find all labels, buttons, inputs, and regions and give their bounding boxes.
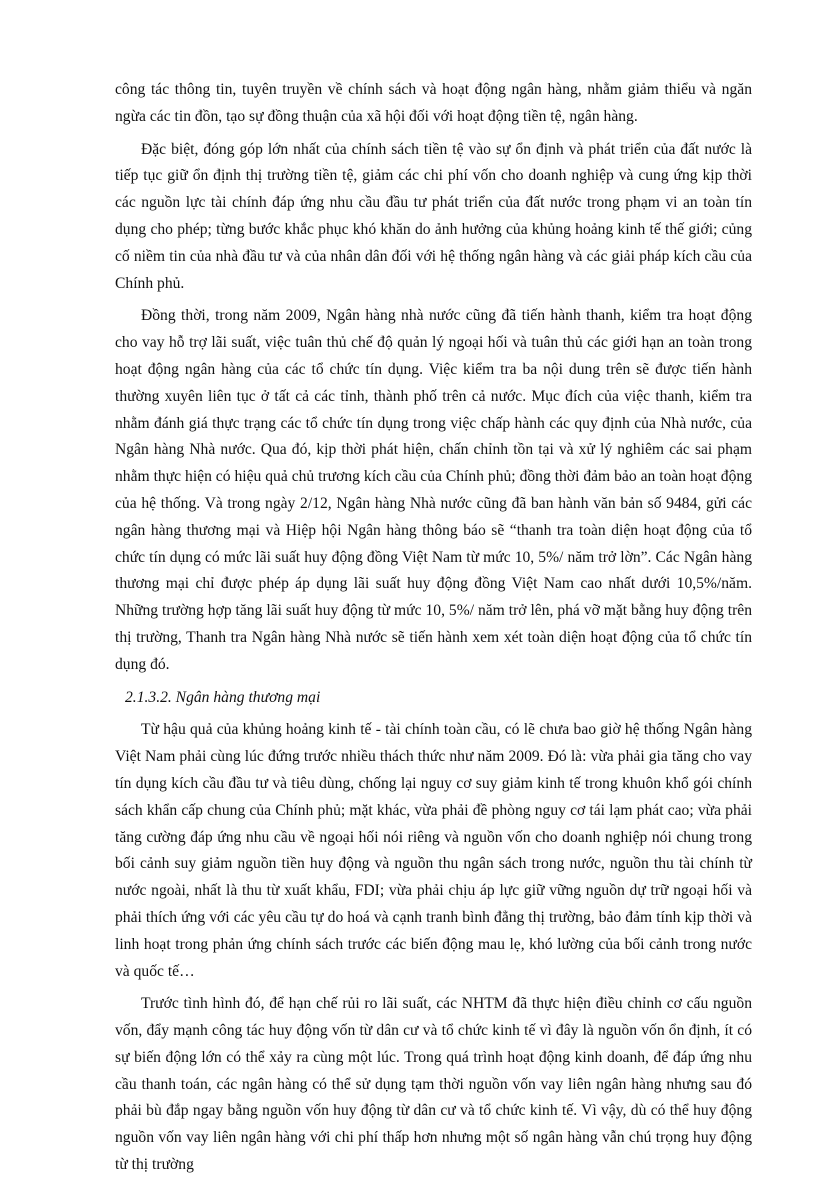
paragraph-4: Từ hậu quả của khủng hoảng kinh tế - tài chính toàn cầu, có lẽ chưa bao giờ hệ thống Ngân hàng Việt Nam phải cùng lúc đứng trước nhiều thách thức như năm 2009. Đó là: vừa phải gia tăng cho vay tín dụng kích cầu đầu tư và tiêu dùng, chống lại nguy cơ suy giảm kinh tế trong khuôn khổ gói chính sách khẩn cấp chung của Chính phủ; mặt khác, vừa phải đề phòng nguy cơ tái lạm phát cao; vừa phải tăng cường đáp ứng nhu cầu về ngoại hối nói riêng và nguồn vốn cho doanh nghiệp nói chung trong bối cảnh suy giảm nguồn tiền huy động và nguồn thu ngân sách trong nước, nguồn thu tài chính từ nước ngoài, nhất là thu từ xuất khẩu, FDI; vừa phải chịu áp lực giữ vững nguồn dự trữ ngoại hối và phải thích ứng với các yêu cầu tự do hoá và cạnh tranh bình đẳng thị trường, bảo đảm tính kịp thời và linh hoạt trong phản ứng chính sách trước các biến động mau lẹ, khó lường của bối cảnh trong nước và quốc tế… (115, 721, 752, 980)
paragraph-3: Đồng thời, trong năm 2009, Ngân hàng nhà nước cũng đã tiến hành thanh, kiểm tra hoạt động cho vay hỗ trợ lãi suất, việc tuân thủ chế độ quản lý ngoại hối và tuân thủ các giới hạn an toàn trong hoạt động ngân hàng của các tổ chức tín dụng. Việc kiểm tra ba nội dung trên sẽ được tiến hành thường xuyên liên tục ở tất cả các tỉnh, thành phố trên cả nước. Mục đích của việc thanh, kiểm tra nhằm đánh giá thực trạng các tổ chức tín dụng trong việc chấp hành các quy định của Nhà nước, của Ngân hàng Nhà nước. Qua đó, kịp thời phát hiện, chấn chỉnh tồn tại và xử lý nghiêm các sai phạm nhằm thực hiện có hiệu quả chủ trương kích cầu của Chính phủ; đồng thời đảm bảo an toàn hoạt động của hệ thống. Và trong ngày 2/12, Ngân hàng Nhà nước cũng đã ban hành văn bản số 9484, gửi các ngân hàng thương mại và Hiệp hội Ngân hàng thông báo sẽ “thanh tra toàn diện hoạt động của tổ chức tín dụng có mức lãi suất huy động đồng Việt Nam từ mức 10, 5%/ năm trở lờn”. Các Ngân hàng thương mại chỉ được phép áp dụng lãi suất huy động đồng Việt Nam cao nhất dưới 10,5%/năm. Những trường hợp tăng lãi suất huy động từ mức 10, 5%/ năm trở lên, phá vỡ mặt bằng huy động trên thị trường, Thanh tra Ngân hàng Nhà nước sẽ tiến hành xem xét toàn diện hoạt động của tổ chức tín dụng đó. (115, 307, 752, 673)
document-body (115, 77, 752, 1185)
paragraph-5: Trước tình hình đó, để hạn chế rủi ro lãi suất, các NHTM đã thực hiện điều chỉnh cơ cấu nguồn vốn, đẩy mạnh công tác huy động vốn từ dân cư và tổ chức kinh tế vì đây là nguồn vốn ổn định, ít có sự biến động lớn có thể xảy ra cùng một lúc. Trong quá trình hoạt động kinh doanh, để đáp ứng nhu cầu thanh toán, các ngân hàng có thể sử dụng tạm thời nguồn vốn vay liên ngân hàng nhưng sau đó phải bù đắp ngay bằng nguồn vốn huy động từ dân cư và tổ chức kinh tế. Vì vậy, dù có thể huy động nguồn vốn vay liên ngân hàng với chi phí thấp hơn nhưng một số ngân hàng vẫn chú trọng huy động từ thị trường (115, 995, 752, 1174)
section-heading: 2.1.3.2. Ngân hàng thương mại (125, 688, 321, 706)
paragraph-1: công tác thông tin, tuyên truyền về chính sách và hoạt động ngân hàng, nhằm giảm thiểu và ngăn ngừa các tin đồn, tạo sự đồng thuận của xã hội đối với hoạt động tiền tệ, ngân hàng. (115, 81, 752, 125)
paragraph-2: Đặc biệt, đóng góp lớn nhất của chính sách tiền tệ vào sự ổn định và phát triển của đất nước là tiếp tục giữ ổn định thị trường tiền tệ, giảm các chi phí vốn cho doanh nghiệp và cung ứng kịp thời các nguồn lực tài chính đáp ứng nhu cầu đầu tư phát triển của đất nước trong phạm vi an toàn tín dụng cho phép; từng bước khắc phục khó khăn do ảnh hưởng của khủng hoảng kinh tế thế giới; củng cố niềm tin của nhà đầu tư và của nhân dân đối với hệ thống ngân hàng và các giải pháp kích cầu của Chính phủ. (115, 140, 752, 292)
